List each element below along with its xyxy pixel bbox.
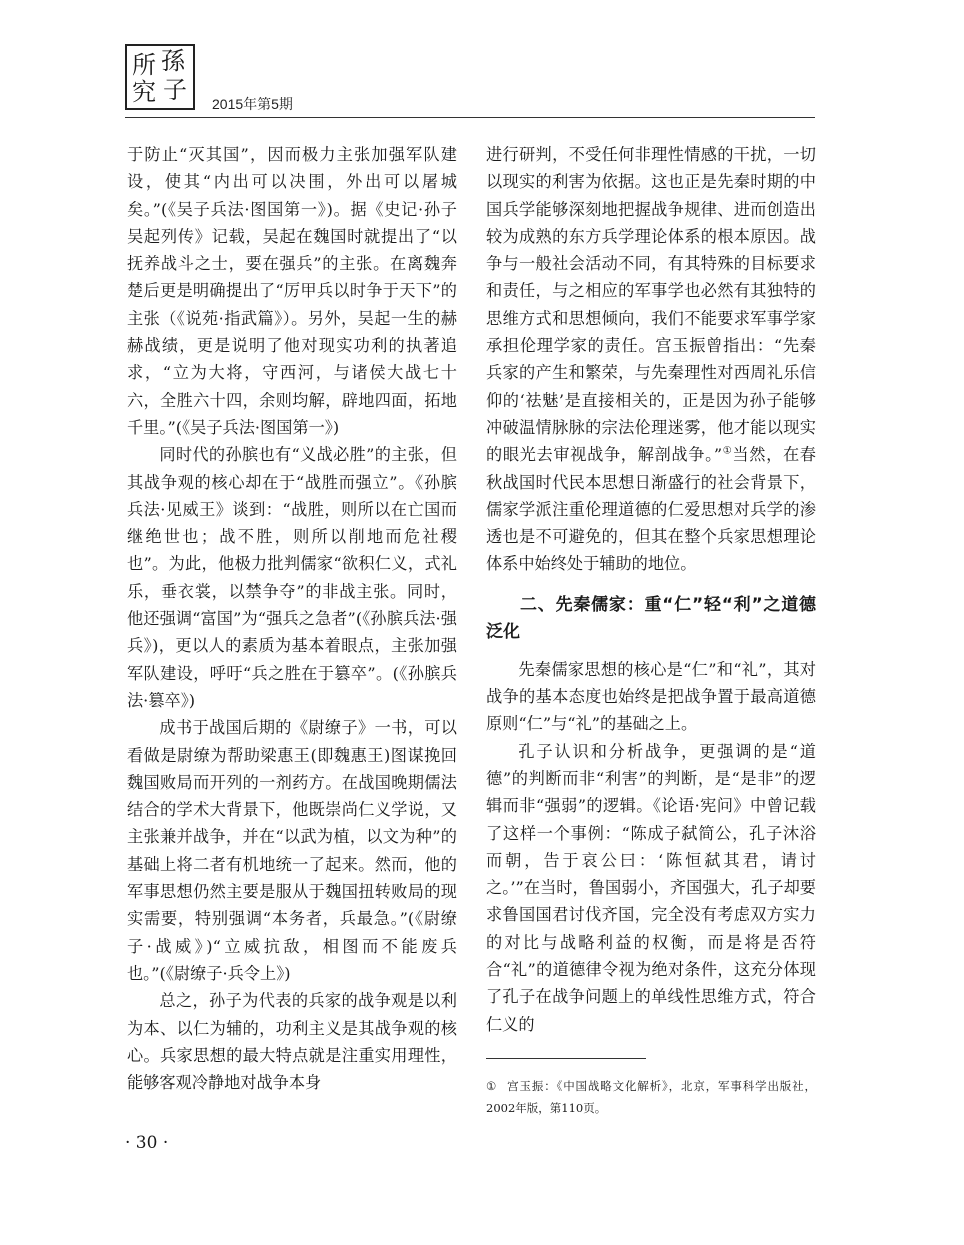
footnote-number: ① <box>486 1079 498 1093</box>
logo-char-suo: 所 <box>132 51 156 79</box>
paragraph: 孔子认识和分析战争，更强调的是“道德”的判断而非“利害”的判断，是“是非”的逻辑而非“强弱”的逻辑。《论语·宪问》中曾记载了这样一个事例：“陈成子弑简公，孔子沐浴而朝，告于哀公曰：‘陈恒弑其君，请讨之。’”在当时，鲁国弱小，齐国强大，孔子却要求鲁国国君讨伐齐国，完全没有考虑双方实力的对比与战略利益的权衡，而是将是否符合“礼”的道德律令视为绝对条件，这充分体现了孔子在战争问题上的单线性思维方式，符合仁义的 <box>486 741 816 1034</box>
journal-logo <box>125 44 195 110</box>
paragraph: 同时代的孙膑也有“义战必胜”的主张，但其战争观的核心却在于“战胜而强立”。《孙膑兵法·见威王》谈到：“战胜，则所以在亡国而继绝世也；战不胜，则所以削地而危社稷也”。为此，他极力批判儒家“欲积仁义，式礼乐，垂衣裳，以禁争夺”的非战主张。同时，他还强调“富国”为“强兵之急者”(《孙膑兵法·强兵》)，更以人的素质为基本着眼点，主张加强军队建设，呼吁“兵之胜在于篡卒”。(《孙膑兵法·篡卒》) <box>127 445 457 710</box>
paragraph: 总之，孙子为代表的兵家的战争观是以利为本、以仁为辅的，功利主义是其战争观的核心。兵家思想的最大特点就是注重实用理性，能够客观冷静地对战争本身 <box>127 991 457 1093</box>
page-number: · 30 · <box>125 1133 169 1153</box>
footnote-text: 宫玉振：《中国战略文化解析》，北京，军事科学出版社，2002年版，第110页。 <box>486 1079 817 1115</box>
issue-label: 2015年第5期 <box>212 96 293 112</box>
paragraph <box>486 141 816 578</box>
paragraph: 成书于战国后期的《尉缭子》一书，可以看做是尉缭为帮助梁惠王(即魏惠王)图谋挽回魏国败局而开列的一剂药方。在战国晚期儒法结合的学术大背景下，他既崇尚仁义学说，又主张兼并战争，并在“以武为植，以文为种”的基础上将二者有机地统一了起来。然而，他的军事思想仍然主要是服从于魏国扭转败局的现实需要，特别强调“本务者，兵最急。”(《尉缭子·战威》)“立威抗敌，相图而不能废兵也。”(《尉缭子·兵令上》) <box>127 718 457 983</box>
right-column <box>486 141 816 1038</box>
header-divider <box>125 117 815 118</box>
paragraph: 于防止“灭其国”，因而极力主张加强军队建设，使其“内出可以决围，外出可以屠城矣。”(《吴子兵法·图国第一》)。据《史记·孙子吴起列传》记载，吴起在魏国时就提出了“以抚养战斗之士，要在强兵”的主张。在离魏奔楚后更是明确提出了“厉甲兵以时争于天下”的主张（《说苑·指武篇》）。另外，吴起一生的赫赫战绩，更是说明了他对现实功利的执著追求，“立为大将，守西河，与诸侯大战七十六，全胜六十四，余则均解，辟地四面，拓地千里。”(《吴子兵法·图国第一》) <box>127 145 457 437</box>
paragraph-text: 当然，在春秋战国时代民本思想日渐盛行的社会背景下，儒家学派注重伦理道德的仁爱思想对兵学的渗透也是不可避免的，但其在整个兵家思想理论体系中始终处于辅助的地位。 <box>486 445 816 574</box>
footnote-divider <box>486 1058 646 1059</box>
paragraph-text: 进行研判，不受任何非理性情感的干扰，一切以现实的利害为依据。这也正是先秦时期的中国兵学能够深刻地把握战争规律、进而创造出较为成熟的东方兵学理论体系的根本原因。战争与一般社会活动不同，有其特殊的目标要求和责任，与之相应的军事学也必然有其独特的思维方式和思想倾向，我们不能要求军事学家承担伦理学家的责任。宫玉振曾指出：“先秦兵家的产生和繁荣，与先秦理性对西周礼乐信仰的‘祛魅’是直接相关的，正是因为孙子能够冲破温情脉脉的宗法伦理迷雾，他才能以现实的眼光去审视战争，解剖战争。” <box>486 145 816 465</box>
logo-char-jiu: 究 <box>132 78 156 106</box>
footnote-reference: ① <box>722 445 733 457</box>
paragraph: 先秦儒家思想的核心是“仁”和“礼”，其对战争的基本态度也始终是把战争置于最高道德原则“仁”与“礼”的基础之上。 <box>486 659 816 734</box>
left-column <box>127 141 457 1096</box>
logo-char-zi: 子 <box>163 76 187 104</box>
footnote <box>486 1075 816 1119</box>
logo-char-sun: 孫 <box>161 47 185 75</box>
section-heading: 二、先秦儒家：重“仁”轻“利”之道德泛化 <box>486 594 816 642</box>
